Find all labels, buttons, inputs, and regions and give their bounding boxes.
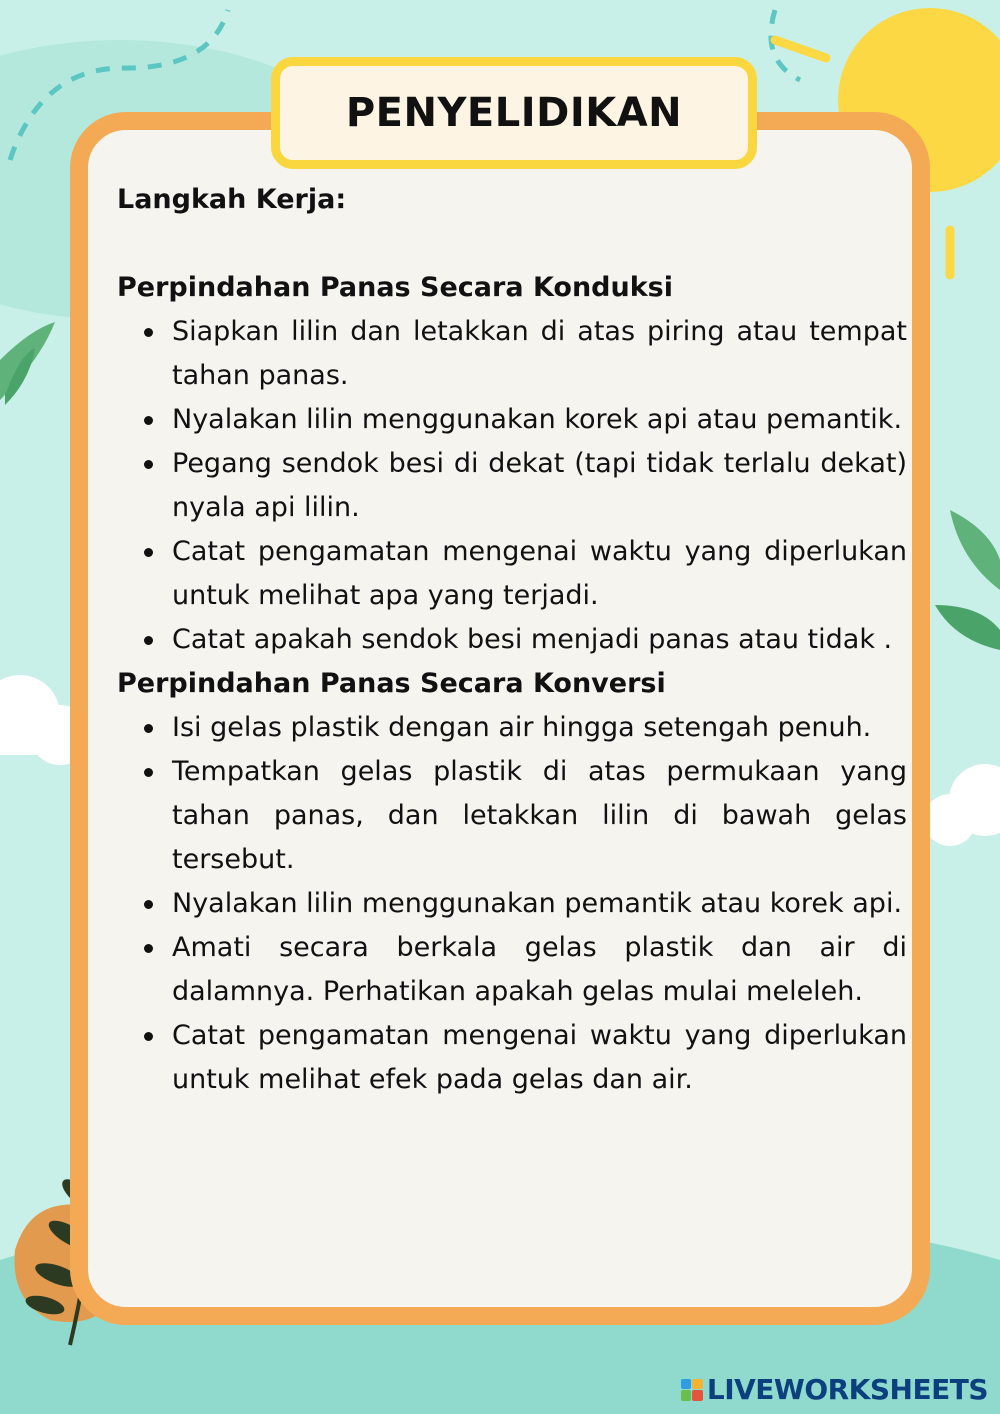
list-item: Catat pengamatan mengenai waktu yang diperlukan untuk melihat efek pada gelas dan air.: [172, 1014, 907, 1102]
list-item: Tempatkan gelas plastik di atas permukaan yang tahan panas, dan letakkan lilin di bawah gelas tersebut.: [172, 750, 907, 882]
list-item: Siapkan lilin dan letakkan di atas piring atau tempat tahan panas.: [172, 310, 907, 398]
worksheet-content: [117, 178, 907, 1102]
list-item: Pegang sendok besi di dekat (tapi tidak terlalu dekat) nyala api lilin.: [172, 442, 907, 530]
list-item: Catat apakah sendok besi menjadi panas atau tidak .: [172, 618, 907, 662]
list-item: Catat pengamatan mengenai waktu yang diperlukan untuk melihat apa yang terjadi.: [172, 530, 907, 618]
leaf-icon-right: [935, 510, 1000, 650]
leaf-icon: [0, 322, 55, 405]
list-item: Nyalakan lilin menggunakan korek api atau pemantik.: [172, 398, 907, 442]
list-item: Nyalakan lilin menggunakan pemantik atau korek api.: [172, 882, 907, 926]
convection-steps-list: [117, 706, 907, 1102]
section-heading-convection: Perpindahan Panas Secara Konversi: [117, 668, 666, 699]
liveworksheets-icon: [681, 1379, 703, 1401]
cloud-icon-right: [924, 764, 1000, 846]
spacer: [117, 222, 907, 266]
conduction-steps-list: [117, 310, 907, 662]
section-heading-conduction: Perpindahan Panas Secara Konduksi: [117, 272, 673, 303]
title-box: [271, 57, 757, 169]
liveworksheets-logo[interactable]: [681, 1373, 988, 1406]
list-item: Amati secara berkala gelas plastik dan air di dalamnya. Perhatikan apakah gelas mulai meleleh.: [172, 926, 907, 1014]
brand-name: LIVEWORKSHEETS: [706, 1373, 988, 1406]
steps-heading: Langkah Kerja:: [117, 184, 347, 215]
list-item: Isi gelas plastik dengan air hingga setengah penuh.: [172, 706, 907, 750]
page-title: PENYELIDIKAN: [345, 90, 683, 136]
